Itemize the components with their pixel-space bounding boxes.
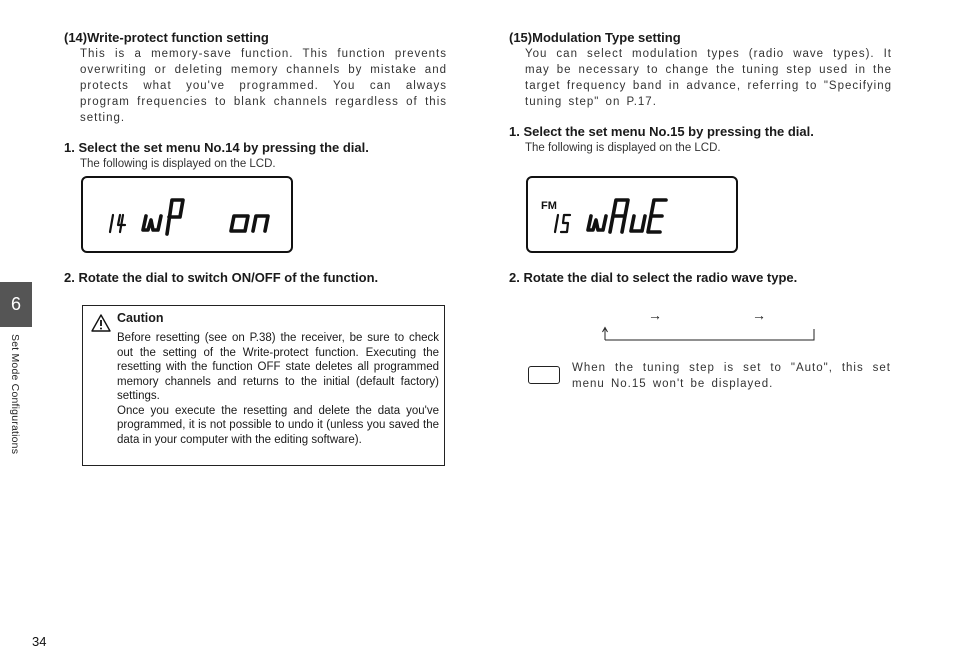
- chapter-tab: 6: [0, 282, 32, 327]
- lcd-segments-wp-on: [83, 178, 291, 251]
- lcd-menu-number: [555, 215, 570, 232]
- lcd-mode-fm: FM: [541, 200, 557, 212]
- write-protect-step-2: 2. Rotate the dial to switch ON/OFF of the function.: [64, 270, 379, 285]
- caution-box: [82, 305, 445, 466]
- section-title-modulation-type: (15)Modulation Type setting: [509, 30, 681, 45]
- write-protect-intro: This is a memory-save function. This function prevents overwriting or deleting memory channels by mistake and protects what you've programmed. You can always program frequencies to blank channels regardless of this setting.: [80, 48, 447, 124]
- caution-title: Caution: [117, 311, 164, 325]
- memo-icon: [528, 366, 560, 384]
- caution-text-reset-warning: Before resetting (see on P.38) the receiver, be sure to check out the setting of the Write-protect function. Executing the resetting with the function OFF state deletes all programmed memory channels and returns to the initial (default factory) settings.: [117, 332, 439, 402]
- right-column: [509, 30, 892, 323]
- lcd-menu-number: [110, 215, 125, 232]
- lcd-item-wp: [143, 200, 183, 234]
- lcd-display-modulation: [526, 176, 738, 253]
- chapter-label: Set Mode Configurations: [9, 334, 21, 455]
- lcd-display-write-protect: [81, 176, 293, 253]
- lcd-item-wave: [588, 200, 666, 232]
- left-column: [64, 30, 447, 446]
- write-protect-step-1: 1. Select the set menu No.14 by pressing the dial.: [64, 140, 369, 155]
- cycle-arrow-2: →: [752, 307, 766, 323]
- modulation-step-1: 1. Select the set menu No.15 by pressing the dial.: [509, 124, 814, 139]
- modulation-lcd-note: The following is displayed on the LCD.: [525, 142, 721, 154]
- cycle-return-arrow-icon: [599, 326, 819, 344]
- caution-text-undo-warning: Once you execute the resetting and delete the data you've programmed, it is not possible to undo it (unless you saved the data in your computer with the editing software).: [117, 404, 439, 446]
- cycle-arrow-1: →: [648, 307, 662, 323]
- lcd-value-on: [231, 216, 268, 231]
- page-number: 34: [32, 634, 47, 649]
- write-protect-lcd-note: The following is displayed on the LCD.: [80, 158, 276, 170]
- modulation-intro: You can select modulation types (radio wave types). It may be necessary to change the tuning step used in the target frequency band in advance, referring to "Specifying tuning step" on P.17.: [525, 48, 892, 108]
- warning-triangle-icon: [91, 314, 111, 332]
- section-title-write-protect: (14)Write-protect function setting: [64, 30, 269, 45]
- modulation-step-2: 2. Rotate the dial to select the radio wave type.: [509, 270, 798, 285]
- lcd-segments-wave: [528, 178, 736, 251]
- memo-note: When the tuning step is set to "Auto", this set menu No.15 won't be displayed.: [572, 362, 891, 390]
